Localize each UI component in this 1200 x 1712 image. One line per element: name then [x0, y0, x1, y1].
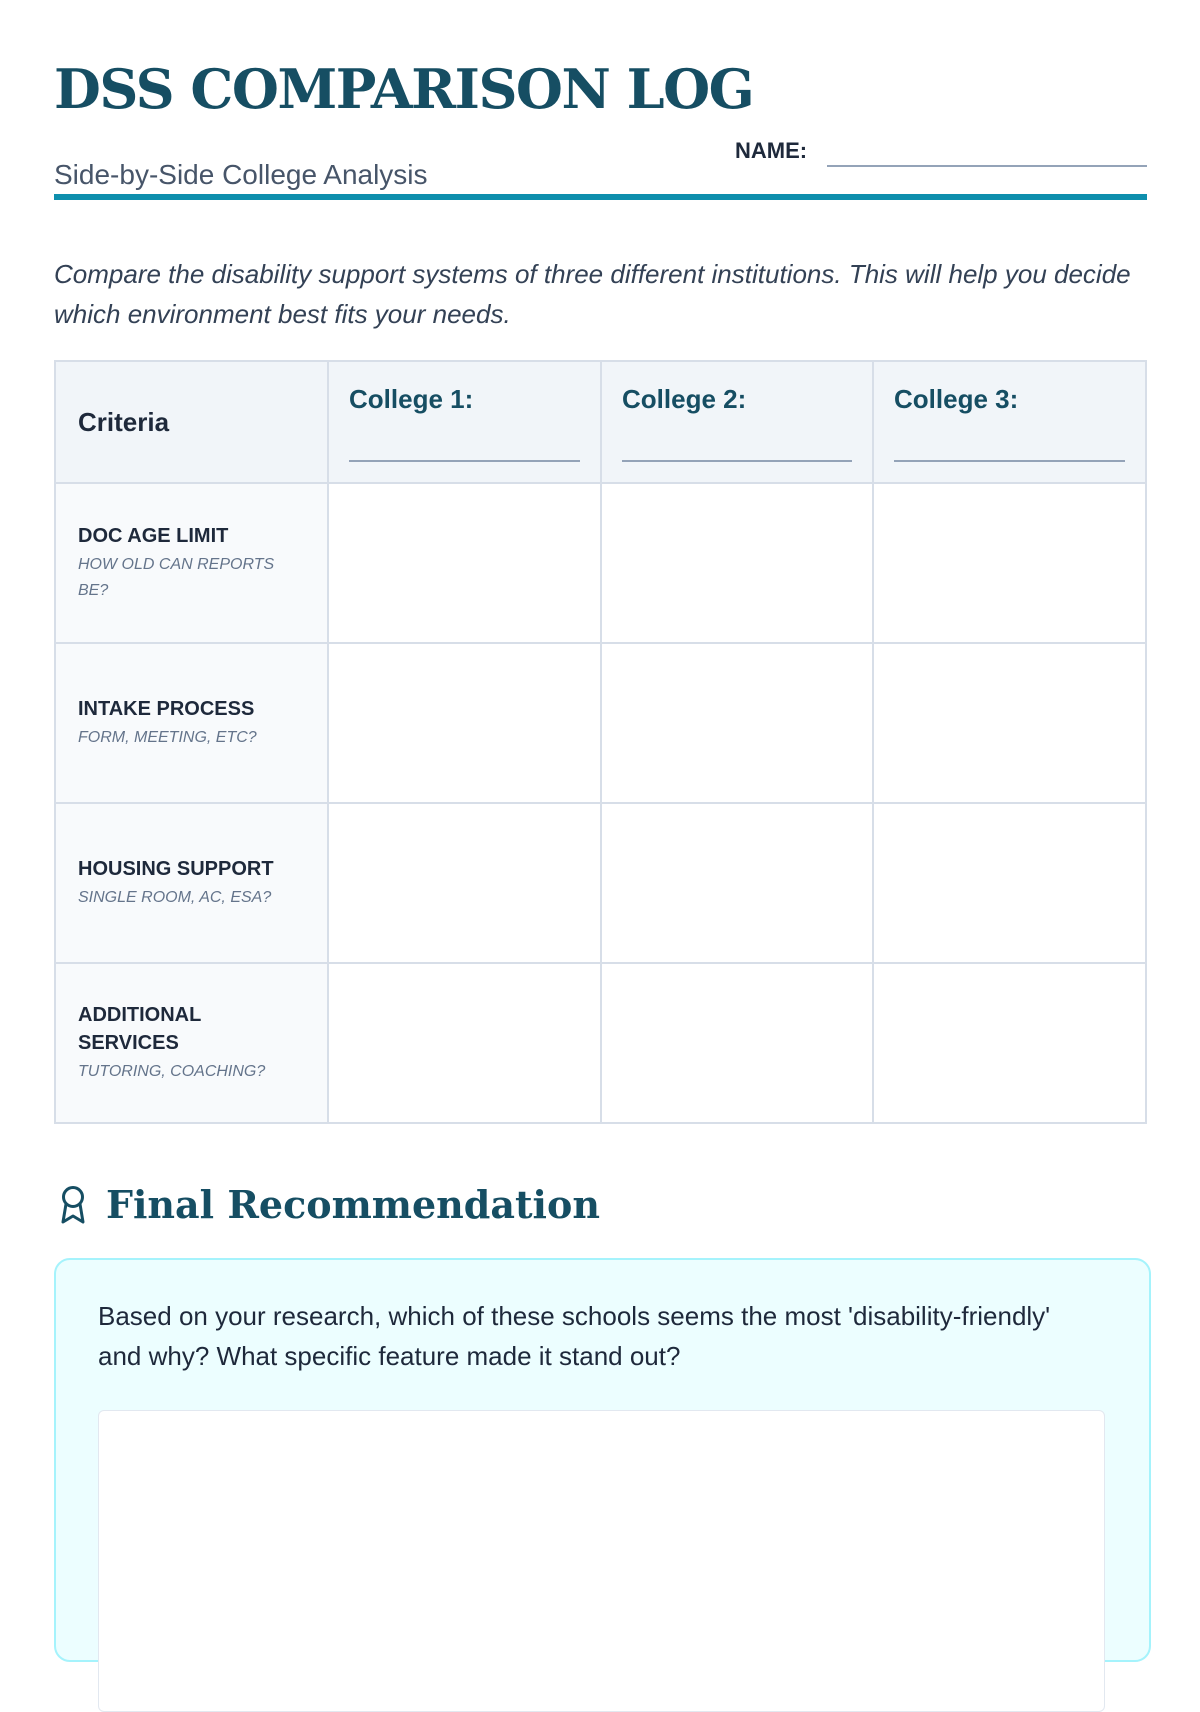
- answer-cell[interactable]: [873, 643, 1146, 803]
- criteria-cell: [55, 963, 328, 1123]
- college-1-label: College 1:: [349, 384, 474, 414]
- name-label: NAME:: [735, 138, 808, 163]
- table-row: [55, 963, 1146, 1123]
- comparison-table: [54, 360, 1147, 1124]
- criteria-hint: HOW OLD CAN REPORTS BE?: [78, 556, 275, 599]
- answer-cell[interactable]: [601, 483, 873, 643]
- header-divider: [54, 194, 1147, 200]
- answer-cell[interactable]: [328, 803, 601, 963]
- college-3-label: College 3:: [894, 384, 1019, 414]
- college-1-name-line[interactable]: [349, 460, 580, 462]
- recommendation-box: [54, 1258, 1151, 1662]
- answer-cell[interactable]: [328, 483, 601, 643]
- table-row: [55, 483, 1146, 643]
- table-row: [55, 643, 1146, 803]
- criteria-label: HOUSING SUPPORT: [78, 858, 274, 880]
- college-1-header: [328, 361, 601, 483]
- page-subtitle: Side-by-Side College Analysis: [54, 159, 428, 190]
- answer-cell[interactable]: [601, 803, 873, 963]
- page-title: DSS COMPARISON LOG: [54, 57, 754, 121]
- criteria-cell: [55, 643, 328, 803]
- college-2-label: College 2:: [622, 384, 747, 414]
- college-3-header: [873, 361, 1146, 483]
- answer-cell[interactable]: [873, 963, 1146, 1123]
- intro-text: Compare the disability support systems of three different institutions. This will help you decide which environment best fits your needs.: [54, 259, 1131, 329]
- criteria-label: DOC AGE LIMIT: [78, 525, 229, 547]
- criteria-cell: [55, 803, 328, 963]
- recommendation-title: Final Recommendation: [106, 1182, 600, 1227]
- criteria-hint: SINGLE ROOM, AC, ESA?: [78, 889, 272, 906]
- answer-cell[interactable]: [873, 803, 1146, 963]
- criteria-hint: FORM, MEETING, ETC?: [78, 729, 257, 746]
- recommendation-prompt: Based on your research, which of these schools seems the most 'disability-friendly' and why? What specific feature made it stand out?: [98, 1301, 1051, 1371]
- name-input-line[interactable]: [827, 165, 1147, 167]
- college-2-header: [601, 361, 873, 483]
- table-row: [55, 803, 1146, 963]
- criteria-header: Criteria: [55, 361, 328, 483]
- answer-cell[interactable]: [873, 483, 1146, 643]
- table-header-row: [55, 361, 1146, 483]
- criteria-label: INTAKE PROCESS: [78, 698, 255, 720]
- answer-cell[interactable]: [601, 963, 873, 1123]
- header: [54, 56, 1147, 200]
- criteria-label: ADDITIONAL SERVICES: [78, 1004, 201, 1054]
- criteria-cell: [55, 483, 328, 643]
- criteria-hint: TUTORING, COACHING?: [78, 1063, 266, 1080]
- award-ribbon-icon: [58, 1185, 88, 1225]
- recommendation-answer-area[interactable]: [98, 1410, 1105, 1712]
- college-2-name-line[interactable]: [622, 460, 852, 462]
- answer-cell[interactable]: [328, 963, 601, 1123]
- answer-cell[interactable]: [601, 643, 873, 803]
- answer-cell[interactable]: [328, 643, 601, 803]
- college-3-name-line[interactable]: [894, 460, 1125, 462]
